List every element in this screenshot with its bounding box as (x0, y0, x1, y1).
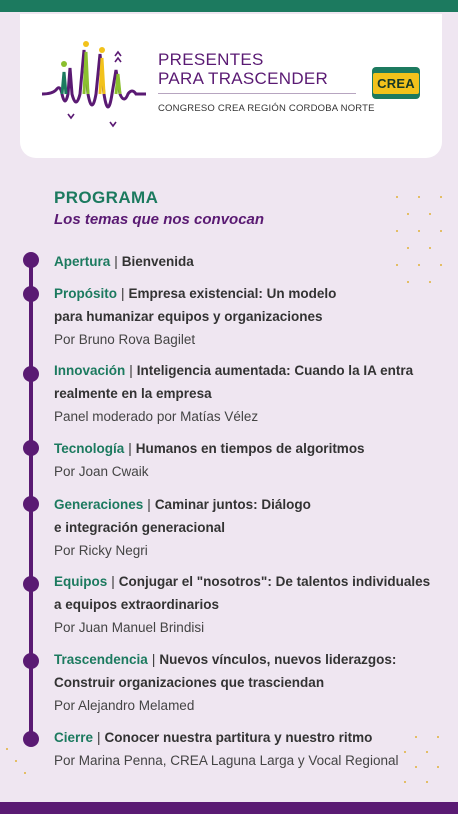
decor-dot (437, 766, 439, 768)
program-item-speaker: Por Juan Manuel Brindisi (54, 620, 205, 635)
program-item-separator: | (121, 286, 125, 301)
event-subtitle: CONGRESO CREA REGIÓN CORDOBA NORTE (158, 103, 375, 114)
program-item (54, 570, 446, 639)
program-item-title-line (54, 305, 446, 328)
program-item-category: Apertura (54, 254, 111, 269)
program-item (54, 726, 446, 772)
program-item-title: para humanizar equipos y organizaciones (54, 309, 323, 324)
program-item-separator: | (129, 363, 133, 378)
decor-dot (396, 196, 398, 198)
program-item-title-line (54, 671, 446, 694)
program-item-speaker: Por Joan Cwaik (54, 464, 149, 479)
decor-dot (15, 760, 17, 762)
decor-dot (6, 748, 8, 750)
program-item-title-line (54, 382, 446, 405)
program-item-speaker: Por Ricky Negri (54, 543, 148, 558)
decor-dot (404, 751, 406, 753)
program-item-title: Humanos en tiempos de algoritmos (135, 441, 365, 456)
program-item-separator: | (147, 497, 151, 512)
bottom-accent-bar (0, 802, 458, 814)
timeline-dot (23, 731, 39, 747)
decor-dot (24, 772, 26, 774)
program-item-title: Empresa existencial: Un modelo (128, 286, 337, 301)
program-item-title: Conjugar el "nosotros": De talentos individuales (118, 574, 431, 589)
program-item-separator: | (111, 574, 115, 589)
decor-dot (407, 247, 409, 249)
decor-dot (429, 213, 431, 215)
program-item-separator: | (151, 652, 156, 667)
program-item (54, 282, 446, 351)
program-item-category: Cierre (54, 730, 94, 745)
program-subheading: Los temas que nos convocan (54, 211, 265, 228)
program-item-separator: | (97, 730, 101, 745)
program-item-category: Trascendencia (54, 652, 148, 667)
timeline-dot (23, 653, 39, 669)
program-item-speaker: Por Marina Penna, CREA Laguna Larga y Vocal Regional (54, 753, 399, 768)
program-item-title-line (54, 648, 446, 671)
crea-brand-logo (372, 67, 420, 99)
decor-dot (418, 230, 420, 232)
program-item-title: Conocer nuestra partitura y nuestro ritmo (104, 730, 373, 745)
program-item-speaker: Por Bruno Rova Bagilet (54, 332, 196, 347)
decor-dot (415, 736, 417, 738)
program-item-title-line (54, 726, 446, 749)
program-item (54, 437, 446, 483)
program-item (54, 359, 446, 428)
decor-dot (396, 230, 398, 232)
program-item-title: a equipos extraordinarios (54, 597, 220, 612)
decor-dot (407, 213, 409, 215)
decor-dot (396, 264, 398, 266)
program-item-category: Equipos (54, 574, 108, 589)
program-item-title: Nuevos vínculos, nuevos liderazgos: (159, 652, 397, 667)
program-item-title: realmente en la empresa (54, 386, 212, 401)
decor-dot (429, 281, 431, 283)
timeline-dot (23, 440, 39, 456)
program-item-title-line (54, 593, 446, 616)
decor-dot (407, 281, 409, 283)
decor-dot (418, 264, 420, 266)
decor-dot (426, 751, 428, 753)
decor-dot (418, 196, 420, 198)
program-item-title-line (54, 493, 446, 516)
sound-wave-logo-icon (40, 38, 148, 134)
program-item-category: Propósito (54, 286, 117, 301)
program-item-title-line (54, 250, 446, 273)
program-item-separator: | (128, 441, 132, 456)
brand-text: CREA (373, 73, 419, 94)
program-item-title-line (54, 282, 446, 305)
decor-dot (440, 230, 442, 232)
program-item-category: Innovación (54, 363, 126, 378)
program-item-separator: | (114, 254, 118, 269)
program-item-title: Inteligencia aumentada: Cuando la IA entra (136, 363, 414, 378)
timeline-dot (23, 286, 39, 302)
program-item-title: Caminar juntos: Diálogo (154, 497, 311, 512)
decor-dot (415, 766, 417, 768)
program-item-title-line (54, 570, 446, 593)
decor-dot (440, 196, 442, 198)
timeline-dot (23, 252, 39, 268)
program-item-speaker: Panel moderado por Matías Vélez (54, 409, 259, 424)
timeline-dot (23, 496, 39, 512)
decor-dot (429, 247, 431, 249)
program-item-title-line (54, 516, 446, 539)
program-item-title-line (54, 437, 446, 460)
timeline-dot (23, 576, 39, 592)
program-item-title: e integración generacional (54, 520, 226, 535)
event-title (158, 50, 358, 88)
top-accent-bar (0, 0, 458, 12)
program-item-title: Construir organizaciones que trasciendan (54, 675, 325, 690)
program-item-title: Bienvenida (121, 254, 194, 269)
program-item-category: Generaciones (54, 497, 144, 512)
timeline-dot (23, 366, 39, 382)
event-title-line-1: PRESENTES (158, 50, 264, 69)
decor-dot (404, 781, 406, 783)
program-item-category: Tecnología (54, 441, 125, 456)
program-heading: PROGRAMA (54, 188, 159, 207)
program-item (54, 493, 446, 562)
decor-dot (440, 264, 442, 266)
event-title-line-2: PARA TRASCENDER (158, 69, 329, 88)
program-item-speaker: Por Alejandro Melamed (54, 698, 195, 713)
title-divider (158, 93, 356, 94)
decor-dot (437, 736, 439, 738)
program-item (54, 648, 446, 717)
decor-dot (426, 781, 428, 783)
program-item (54, 250, 446, 273)
program-item-title-line (54, 359, 446, 382)
